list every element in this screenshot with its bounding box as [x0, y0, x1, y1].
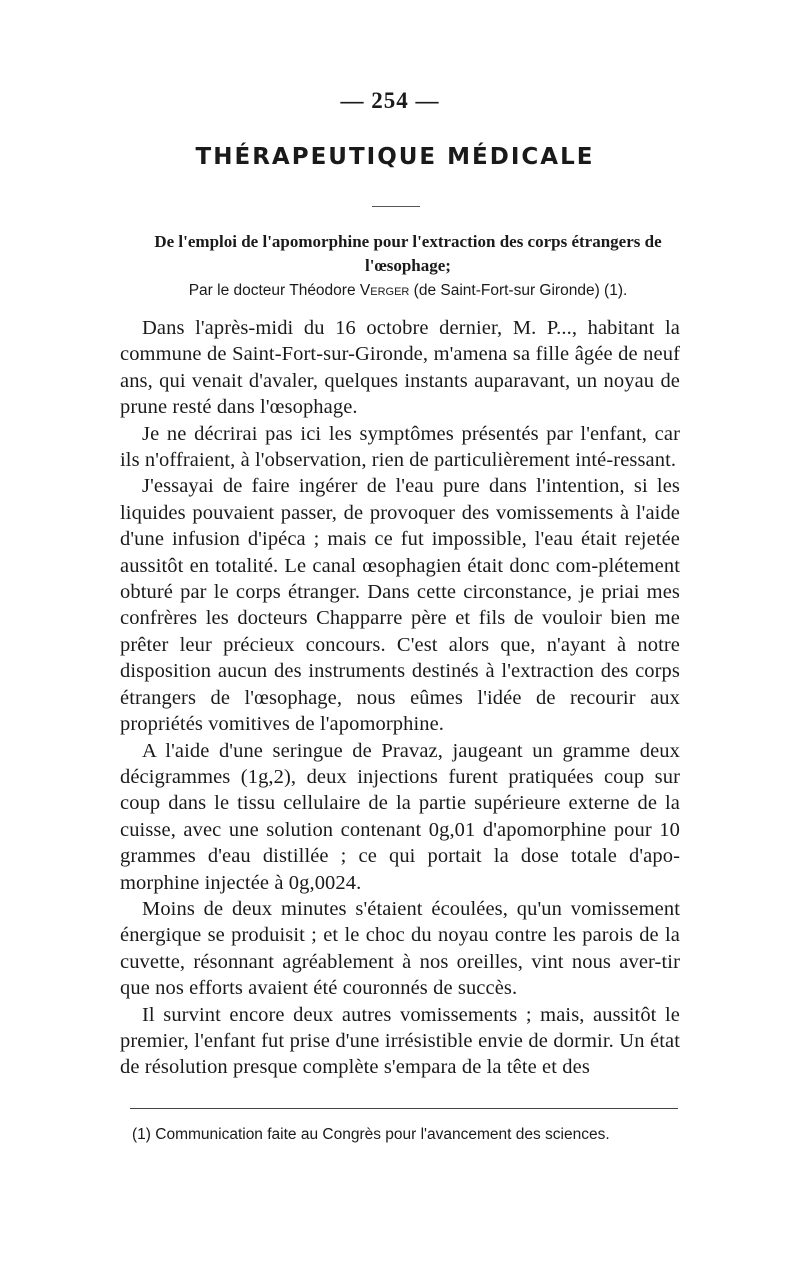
footnote: (1) Communication faite au Congrès pour l'avancement des sciences. [132, 1126, 610, 1143]
author-name: Verger [359, 282, 410, 299]
article-title: De l'emploi de l'apomorphine pour l'extraction des corps étrangers de l'œsophage; [154, 232, 662, 275]
paragraph: Je ne décrirai pas ici les symptômes présentés par l'enfant, car ils n'offraient, à l'observation, rien de particulièrement inté-ressant. [120, 422, 680, 472]
paragraph: J'essayai de faire ingérer de l'eau pure dans l'intention, si les liquides pouvaient passer, de provoquer des vomissements à l'aide d'une infusion d'ipéca ; mais ce fut impossible, l'eau était rejetée aussitôt en totalité. Le canal œsophagien était donc com-plétement obturé par le corps étranger. Dans cette circonstance, je priai mes confrères les docteurs Chapparre père et fils de vouloir bien me prêter leur précieux concours. C'est alors que, n'ayant à notre disposition aucun des instruments destinés à l'extraction des corps étrangers de l'œsophage, nous eûmes l'idée de recourir aux propriétés vomitives de l'apomorphine. [120, 475, 680, 736]
author-line [128, 282, 688, 300]
section-title: THÉRAPEUTIQUE MÉDICALE [195, 144, 595, 170]
author-suffix: (de Saint-Fort-sur Gironde) (1). [413, 282, 628, 299]
title-divider [372, 206, 420, 207]
paragraph: Dans l'après-midi du 16 octobre dernier, M. P..., habitant la commune de Saint-Fort-sur-Gironde, m'amena sa fille âgée de neuf ans, qui venait d'avaler, quelques instants auparavant, un noyau de prune resté dans l'œsophage. [120, 317, 680, 419]
author-prefix: Par le docteur Théodore [188, 282, 356, 299]
page-number: — 254 — [340, 88, 440, 113]
paragraph: A l'aide d'une seringue de Pravaz, jaugeant un gramme deux décigrammes (1g,2), deux injections furent pratiquées coup sur coup dans le tissu cellulaire de la partie supérieure externe de la cuisse, avec une solution contenant 0g,01 d'apomorphine pour 10 grammes d'eau distillée ; ce qui portait la dose totale d'apo-morphine injectée à 0g,0024. [120, 739, 680, 894]
paragraph: Il survint encore deux autres vomissements ; mais, aussitôt le premier, l'enfant fut prise d'une irrésistible envie de dormir. Un état de résolution presque complète s'empara de la tête et des [120, 1003, 680, 1079]
paragraph: Moins de deux minutes s'étaient écoulées, qu'un vomissement énergique se produisit ; et le choc du noyau contre les parois de la cuvette, résonnant agréablement à nos oreilles, vint nous aver-tir que nos efforts avaient été couronnés de succès. [120, 897, 680, 1000]
article-body [120, 315, 680, 1081]
footnote-divider [130, 1108, 678, 1109]
